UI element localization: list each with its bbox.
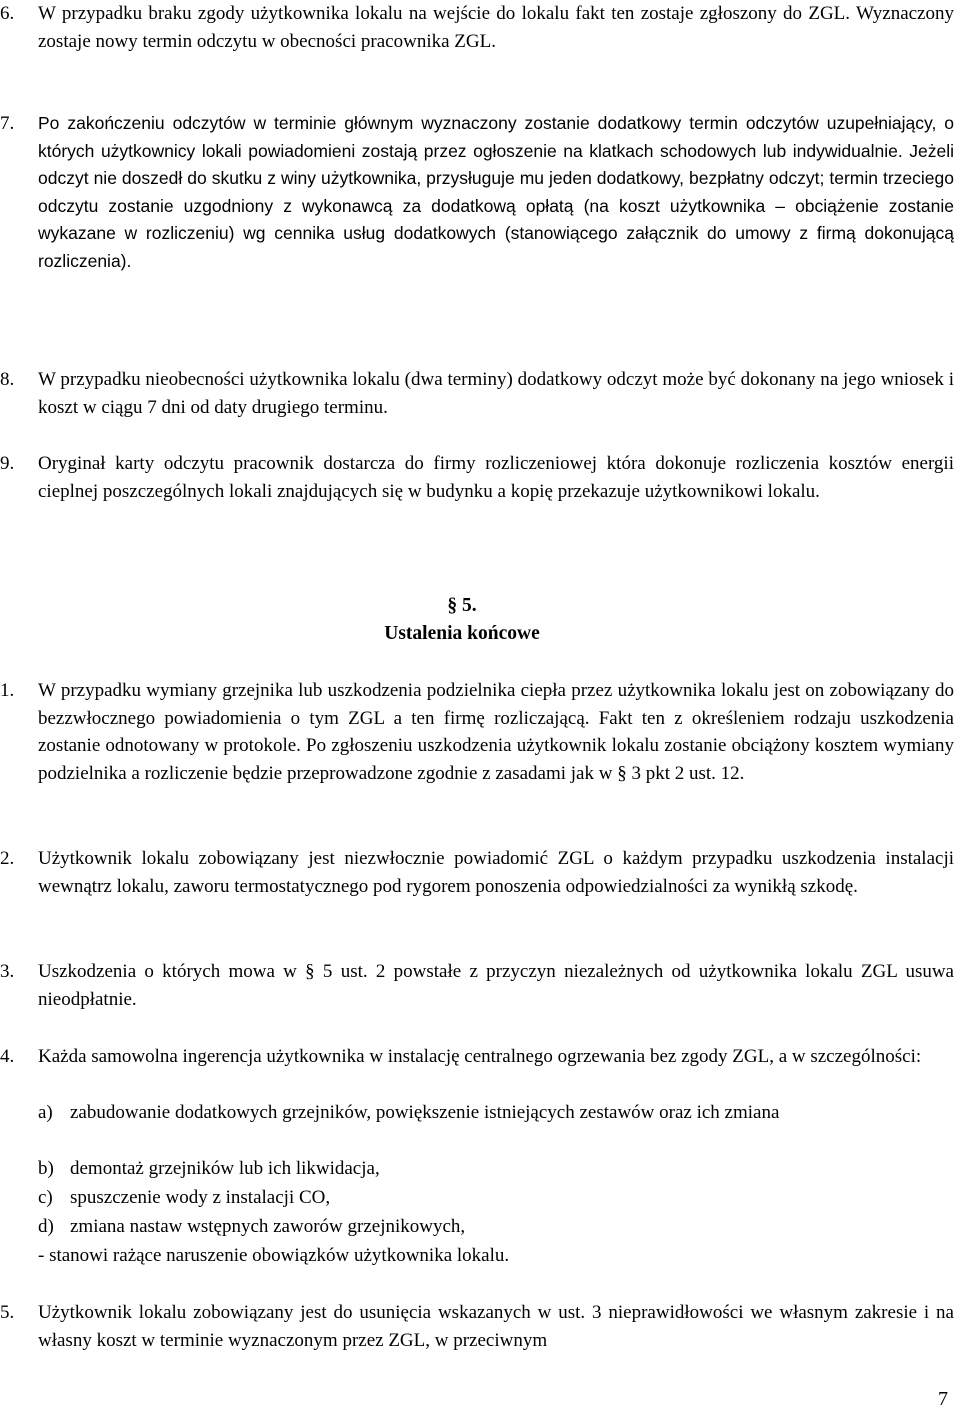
section-title: Ustalenia końcowe	[384, 623, 540, 644]
item-number: 6.	[0, 3, 15, 24]
item-number: 4.	[0, 1046, 15, 1067]
item-number: 9.	[0, 453, 15, 474]
item-number: 2.	[0, 848, 15, 869]
item-number: 1.	[0, 680, 15, 701]
item-number: 7.	[0, 113, 15, 134]
item-text	[38, 110, 954, 276]
sub-item-text: demontaż grzejników lub ich likwidacja,	[70, 1158, 380, 1179]
item-text: W przypadku nieobecności użytkownika lokalu (dwa terminy) dodatkowy odczyt może być dokonany na jego wniosek i koszt w ciągu 7 dni od daty drugiego terminu.	[38, 369, 954, 418]
item-text-part-1: Po zakończeniu odczytów w terminie głównym wyznaczony zostanie dodatkowy termin odczytów uzupełniający, o których użytkownicy lokali powiadomieni zostają przez ogłoszenie na klatkach schodowych lub indywidualnie.	[38, 113, 954, 161]
sub-item-label: c)	[38, 1187, 53, 1208]
item-text: Każda samowolna ingerencja użytkownika w instalację centralnego ogrzewania bez zgody ZGL, a w szczególności:	[38, 1046, 922, 1067]
sub-item-text: zmiana nastaw wstępnych zaworów grzejnikowych,	[70, 1216, 466, 1237]
item-text-part-2: Jeżeli odczyt nie doszedł do skutku z winy użytkownika, przysługuje mu jeden dodatkowy, bezpłatny odczyt; termin trzeciego odczytu zostanie uzgodniony z wykonawcą za dodatkową opłatą (na koszt użytkownika – obciążenie zostanie wykazane w rozliczeniu) wg cennika usług dodatkowych (stanowiącego załącznik do umowy z firmą dokonującą rozliczenia).	[38, 140, 954, 271]
item-text: W przypadku braku zgody użytkownika lokalu na wejście do lokalu fakt ten zostaje zgłoszony do ZGL. Wyznaczony zostaje nowy termin odczytu w obecności pracownika ZGL.	[38, 3, 954, 52]
item-text: Uszkodzenia o których mowa w § 5 ust. 2 powstałe z przyczyn niezależnych od użytkownika lokalu ZGL usuwa nieodpłatnie.	[38, 961, 954, 1010]
section-number: § 5.	[447, 595, 477, 616]
item-text: W przypadku wymiany grzejnika lub uszkodzenia podzielnika ciepła przez użytkownika lokalu jest on zobowiązany do bezzwłocznego powiadomienia o tym ZGL a ten firmę rozliczającą. Fakt ten z określeniem rodzaju uszkodzenia zostanie odnotowany w protokole. Po zgłoszeniu uszkodzenia użytkownik lokalu zostanie obciążony kosztem wymiany podzielnika a rozliczenie będzie przeprowadzone zgodnie z zasadami jak w § 3 pkt 2 ust. 12.	[38, 680, 954, 784]
sub-item-label: d)	[38, 1216, 54, 1237]
sub-item-label: a)	[38, 1102, 53, 1123]
item-text: Użytkownik lokalu zobowiązany jest do usunięcia wskazanych w ust. 3 nieprawidłowości we własnym zakresie i na własny koszt w terminie wyznaczonym przez ZGL, w przeciwnym	[38, 1302, 954, 1351]
sub-item-text: zabudowanie dodatkowych grzejników, powiększenie istniejących zestawów oraz ich zmiana	[70, 1102, 780, 1123]
sub-item-label: b)	[38, 1158, 54, 1179]
item-number: 3.	[0, 961, 15, 982]
item-number: 8.	[0, 369, 15, 390]
item-text: Użytkownik lokalu zobowiązany jest niezwłocznie powiadomić ZGL o każdym przypadku uszkodzenia instalacji wewnątrz lokalu, zaworu termostatycznego pod rygorem ponoszenia odpowiedzialności za wynikłą szkodę.	[38, 848, 954, 897]
item-text: Oryginał karty odczytu pracownik dostarcza do firmy rozliczeniowej która dokonuje rozliczenia kosztów energii cieplnej poszczególnych lokali znajdujących się w budynku a kopię przekazuje użytkownikowi lokalu.	[38, 453, 954, 502]
item-number: 5.	[0, 1302, 15, 1323]
sub-item-text: spuszczenie wody z instalacji CO,	[70, 1187, 331, 1208]
page-number: 7	[938, 1388, 948, 1410]
conclusion-text: - stanowi rażące naruszenie obowiązków użytkownika lokalu.	[38, 1245, 510, 1266]
